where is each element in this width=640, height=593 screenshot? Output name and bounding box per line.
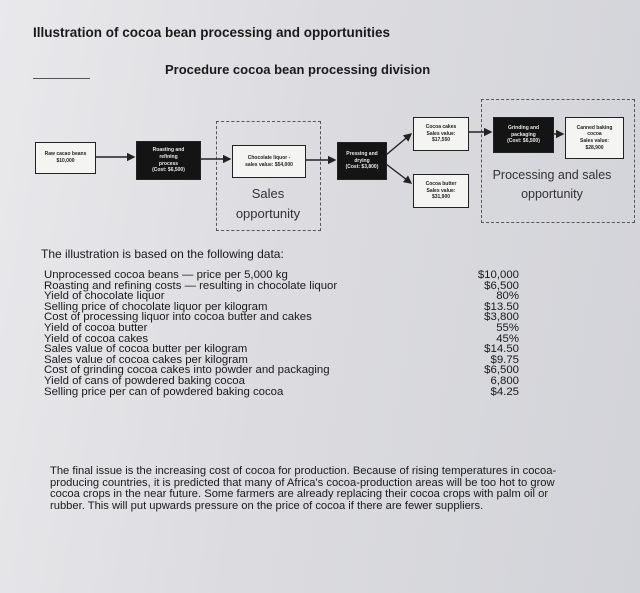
butter-value: $31,900 [431,194,451,201]
table-row [44,376,519,387]
roasting-line1: Roasting and [152,147,185,153]
roasting-line2: refining [159,153,178,160]
row-label: Sales value of cocoa cakes per kilogram [44,353,248,366]
row-value: $9.75 [490,353,519,366]
processing-opportunity-label [482,166,622,205]
table-row [44,323,519,334]
table-row [44,270,519,281]
liquor-label: Chocolate liquor - [247,154,291,161]
table-row [44,387,519,398]
row-value: 80% [496,290,519,303]
row-value: $10,000 [477,269,519,281]
row-label: Yield of cans of powdered baking cocoa [44,374,245,387]
row-label: Cost of processing liquor into cocoa butter and cakes [44,311,312,324]
pressing-box [337,142,387,180]
row-label: Selling price per can of powdered baking cocoa [44,385,284,398]
butter-label: Cocoa butter [425,180,457,187]
row-value: $4.25 [490,385,519,398]
canned-sales-label: Sales value: [580,138,609,144]
row-value: $3,800 [484,311,519,324]
grinding-box [493,117,554,153]
row-label: Unprocessed cocoa beans — price per 5,000 kg [44,269,288,281]
grinding-line1: Grinding and [507,124,540,131]
row-value: 6,800 [490,374,519,387]
pressing-line2: drying [354,157,370,164]
cakes-label: Cocoa cakes [425,123,457,130]
row-label: Yield of cocoa cakes [44,332,149,345]
pressing-cost: (Cost: $3,800) [345,164,379,171]
raw-beans-label: Raw cacao beans [44,151,87,158]
cocoa-butter-box [413,174,469,208]
row-label: Sales value of cocoa butter per kilogram [44,343,248,356]
raw-beans-box [35,142,96,174]
cakes-value: $17,550 [431,137,451,144]
data-intro: The illustration is based on the following data: [41,247,284,261]
roasting-line3: process [158,160,179,167]
row-value: $6,500 [484,364,519,377]
sales-opportunity-line1: Sales [251,186,285,201]
canned-value: $28,900 [585,144,604,151]
sales-opportunity-line2: opportunity [235,206,301,222]
grinding-line2: packaging [511,131,536,138]
sales-opportunity-label [216,184,320,224]
canned-line1: Canned baking [576,124,613,131]
row-label: Yield of chocolate liquor [44,290,165,303]
roasting-cost: (Cost: $6,500) [152,167,185,174]
row-value: 45% [496,332,519,345]
butter-sales-label: Sales value: [426,187,456,194]
pressing-line1: Pressing and [346,150,378,157]
row-label: Roasting and refining costs — resulting in chocolate liquor [44,279,338,292]
page-subtitle: Procedure cocoa bean processing division [165,62,431,77]
roasting-box [136,141,201,180]
row-value: $13.50 [484,300,519,313]
cakes-sales-label: Sales value: [426,130,456,137]
processing-opportunity-line1: Processing and sales [492,168,612,182]
canned-cocoa-box [565,117,624,159]
page-title: Illustration of cocoa bean processing and opportunities [33,25,391,40]
raw-beans-value: $10,000 [56,158,75,164]
liquor-value: sales value: $54,000 [245,161,293,168]
row-label: Yield of cocoa butter [44,321,148,334]
final-issue-paragraph: The final issue is the increasing cost of cocoa for production. Because of rising temperatures in cocoa-producing countries, it is predicted that many of Africa's cocoa-production areas will be too hot to grow cocoa crops in the near future. Some farmers are already replacing their cocoa crops with palm oil or rubber. This will put upwards pressure on the price of cocoa if there are fewer suppliers. [50,465,557,512]
grinding-cost: (Cost: $6,500) [507,138,540,145]
processing-opportunity-line2: opportunity [521,187,583,202]
row-label: Cost of grinding cocoa cakes into powder and packaging [44,364,330,377]
row-value: $14.50 [484,343,519,356]
row-value: $6,500 [484,279,519,292]
row-label: Selling price of chocolate liquor per kilogram [44,300,268,313]
chocolate-liquor-box [232,145,306,178]
data-table [44,270,519,397]
canned-line2: cocoa [587,131,602,138]
cocoa-cakes-box [413,117,469,151]
row-value: 55% [496,321,519,334]
